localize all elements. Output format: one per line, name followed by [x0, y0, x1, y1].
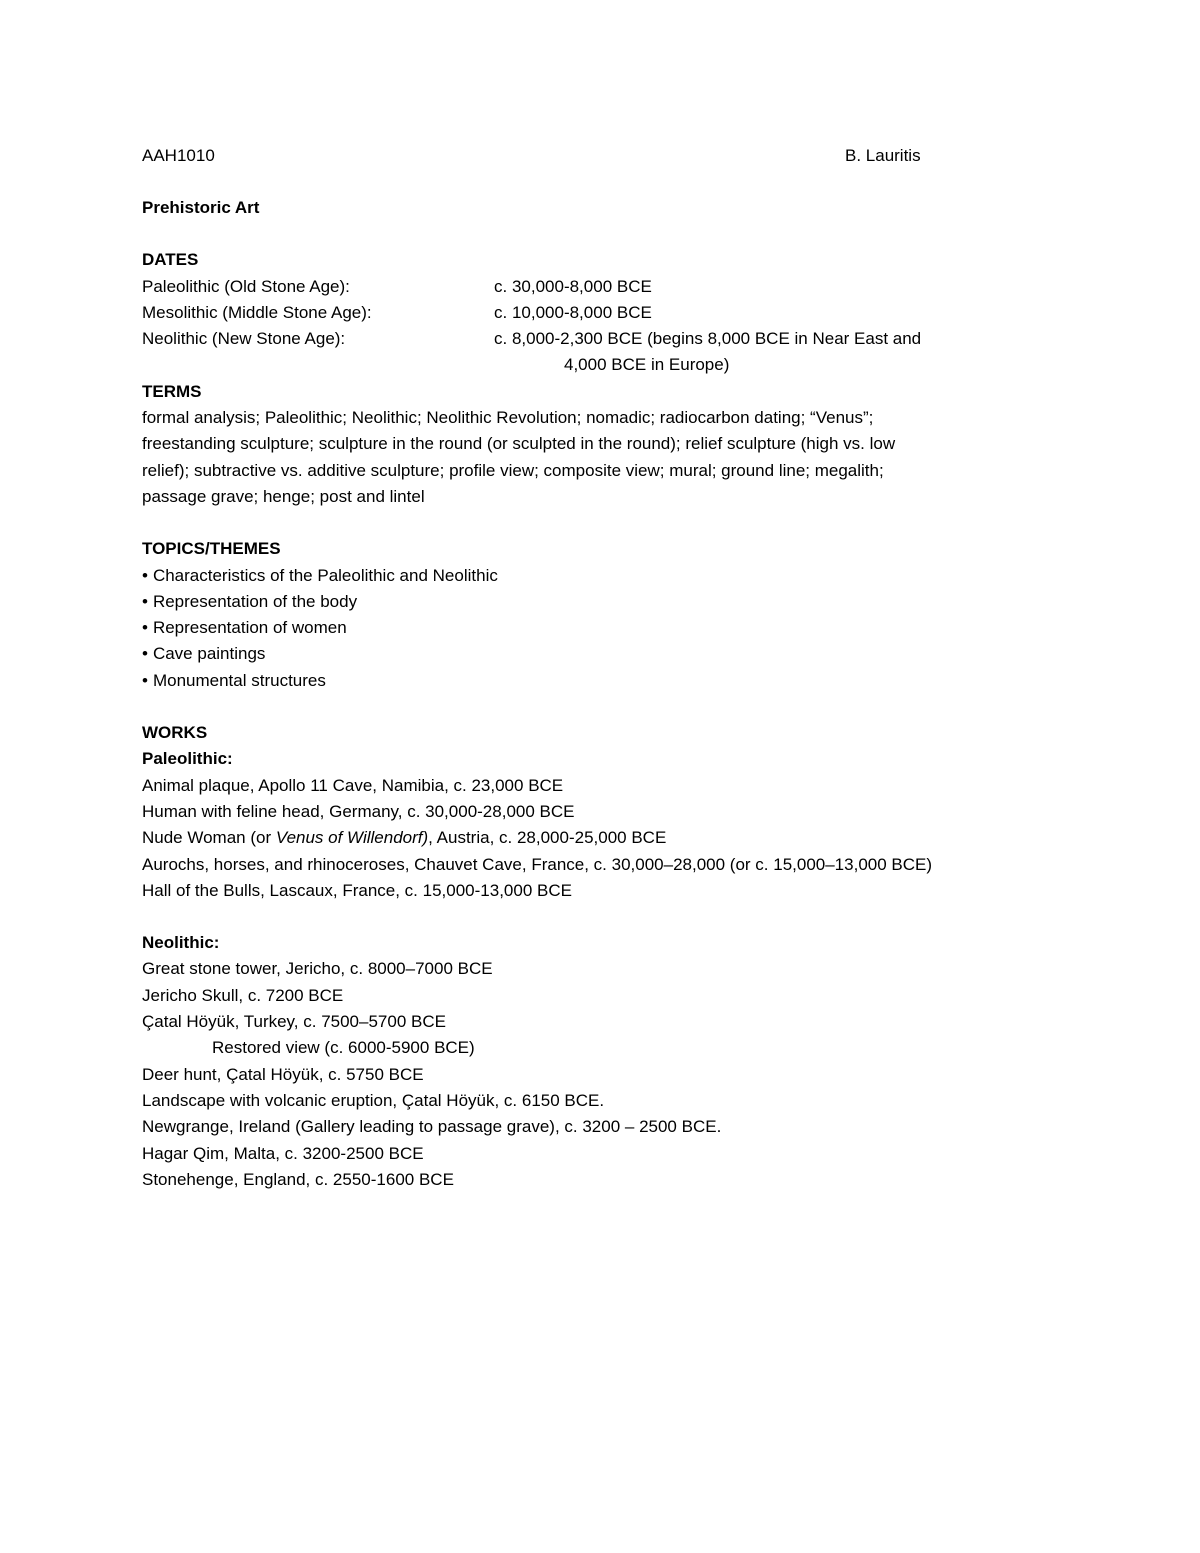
work-item: Human with feline head, Germany, c. 30,000-28,000 BCE: [142, 801, 575, 821]
terms-line: relief); subtractive vs. additive sculpture; profile view; composite view; mural; ground line; megalith;: [142, 460, 884, 480]
page-header: [142, 143, 1042, 169]
work-item-subentry: Restored view (c. 6000-5900 BCE): [212, 1038, 475, 1058]
topic-item: • Characteristics of the Paleolithic and Neolithic: [142, 563, 1042, 589]
date-value: c. 10,000-8,000 BCE: [494, 302, 652, 322]
date-value-continuation: 4,000 BCE in Europe): [564, 355, 730, 375]
work-item-text: Nude Woman (or: [142, 828, 276, 848]
work-item-text: , Austria, c. 28,000-25,000 BCE: [428, 828, 667, 848]
work-item: Jericho Skull, c. 7200 BCE: [142, 985, 344, 1005]
terms-line: freestanding sculpture; sculpture in the round (or sculpted in the round); relief sculpture (high vs. low: [142, 434, 896, 454]
works-heading: WORKS: [142, 723, 208, 743]
work-item: Çatal Höyük, Turkey, c. 7500–5700 BCE: [142, 1012, 446, 1032]
document-title: Prehistoric Art: [142, 198, 260, 217]
date-value: c. 8,000-2,300 BCE (begins 8,000 BCE in Near East and: [494, 329, 922, 349]
work-item: Landscape with volcanic eruption, Çatal Höyük, c. 6150 BCE.: [142, 1090, 605, 1110]
topic-item: • Representation of women: [142, 615, 1042, 641]
date-row-neolithic-continued: [142, 352, 1042, 378]
date-row-mesolithic: [142, 300, 1042, 326]
topic-item: • Cave paintings: [142, 641, 1042, 667]
terms-heading: TERMS: [142, 381, 202, 401]
date-row-neolithic: [142, 326, 1042, 352]
date-label: Neolithic (New Stone Age):: [142, 329, 346, 349]
topics-heading: TOPICS/THEMES: [142, 539, 281, 559]
date-label: Paleolithic (Old Stone Age):: [142, 276, 350, 296]
work-item: Hagar Qim, Malta, c. 3200-2500 BCE: [142, 1143, 424, 1163]
paleolithic-heading: Paleolithic:: [142, 749, 233, 769]
date-row-paleolithic: [142, 274, 1042, 300]
work-item: [142, 825, 1042, 851]
dates-heading: DATES: [142, 250, 199, 270]
work-item: Great stone tower, Jericho, c. 8000–7000 BCE: [142, 959, 493, 979]
topic-item: • Representation of the body: [142, 589, 1042, 615]
work-item: Deer hunt, Çatal Höyük, c. 5750 BCE: [142, 1064, 424, 1084]
date-label: Mesolithic (Middle Stone Age):: [142, 302, 372, 322]
work-item-italic-title: Venus of Willendorf): [275, 828, 429, 848]
work-item: Aurochs, horses, and rhinoceroses, Chauvet Cave, France, c. 30,000–28,000 (or c. 15,000–13,000 BCE): [142, 854, 933, 874]
work-item: Hall of the Bulls, Lascaux, France, c. 15,000-13,000 BCE: [142, 880, 572, 900]
terms-line: passage grave; henge; post and lintel: [142, 486, 425, 506]
topic-item: • Monumental structures: [142, 668, 1042, 694]
course-code: AAH1010: [142, 146, 215, 165]
neolithic-heading: Neolithic:: [142, 933, 220, 953]
date-value: c. 30,000-8,000 BCE: [494, 276, 652, 296]
author-name: B. Lauritis: [845, 146, 921, 165]
document-page: [142, 143, 1042, 1193]
terms-line: formal analysis; Paleolithic; Neolithic; Neolithic Revolution; nomadic; radiocarbon dating; “Venus”;: [142, 408, 874, 428]
work-item: Newgrange, Ireland (Gallery leading to passage grave), c. 3200 – 2500 BCE.: [142, 1117, 722, 1137]
work-item: Animal plaque, Apollo 11 Cave, Namibia, c. 23,000 BCE: [142, 775, 564, 795]
work-item: Stonehenge, England, c. 2550-1600 BCE: [142, 1169, 454, 1189]
